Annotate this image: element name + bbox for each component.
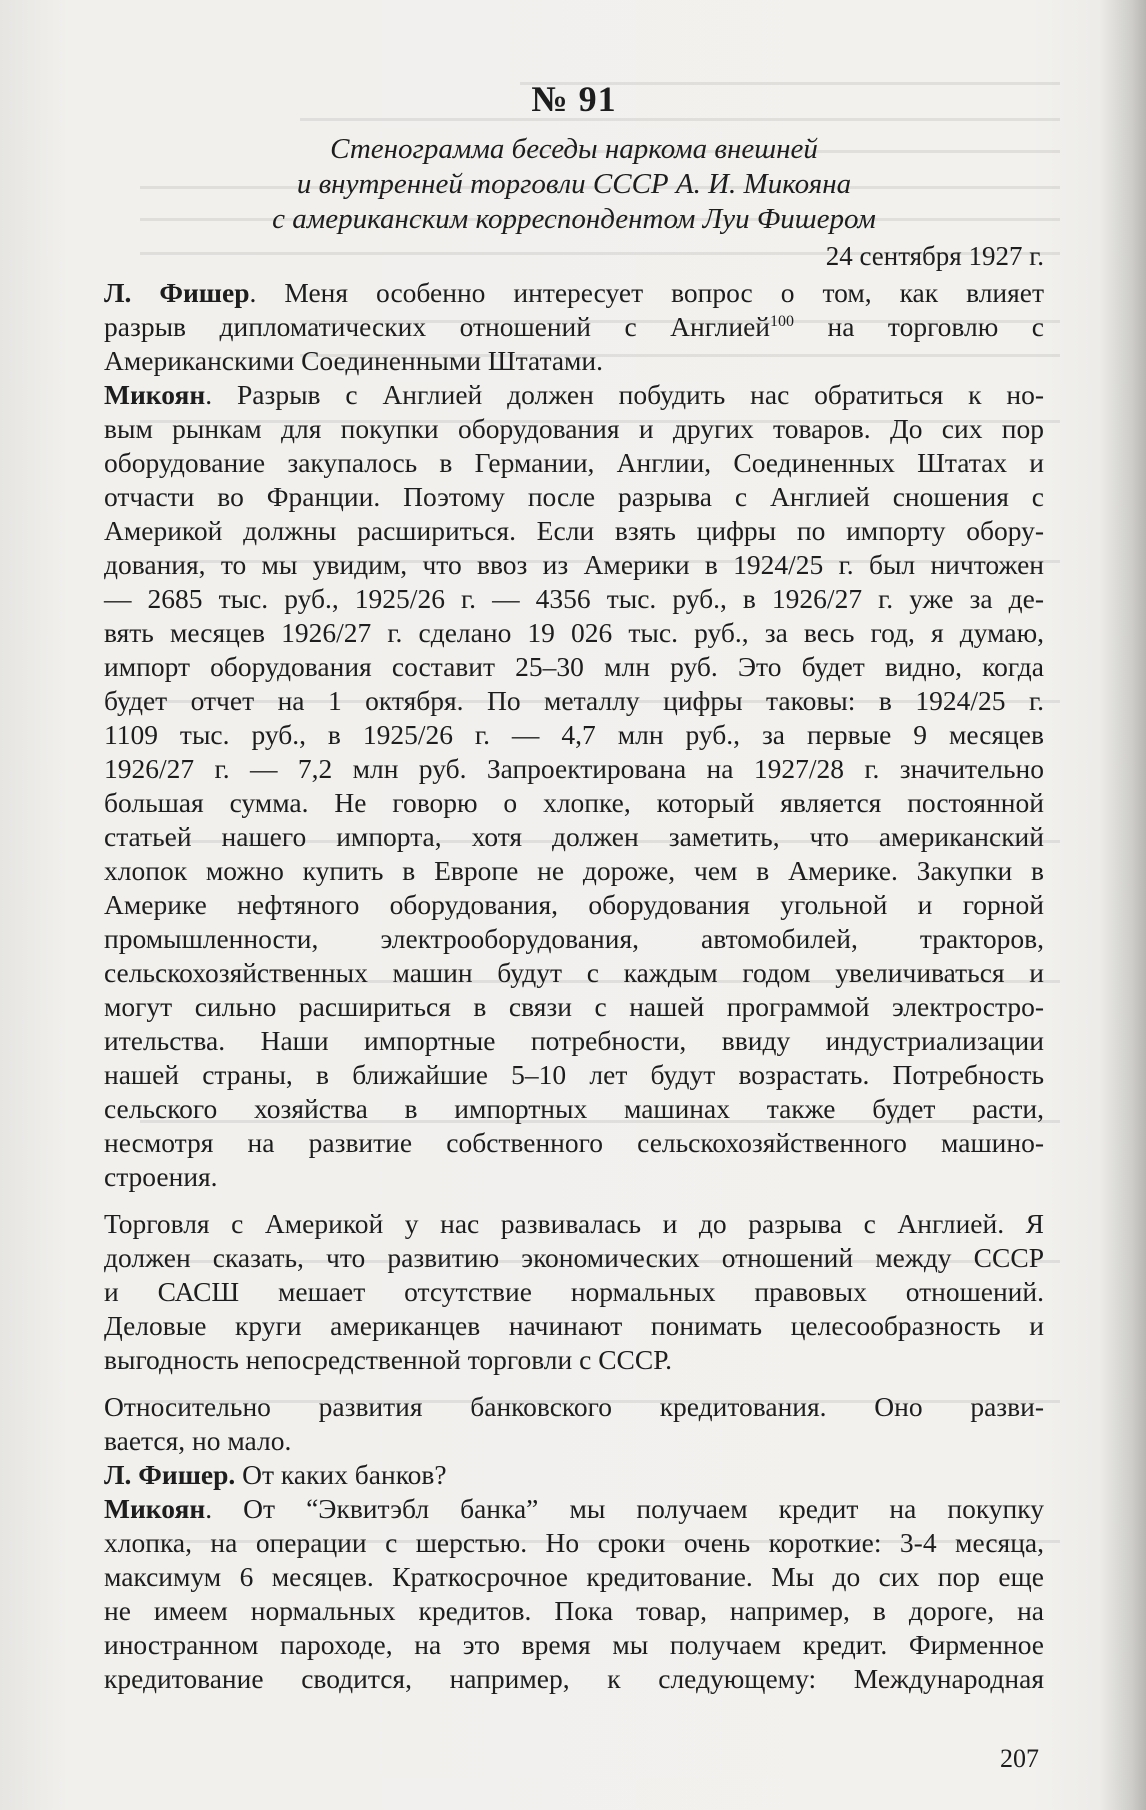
paragraph-line: Деловые круги американцев начинают понимать целесообразность и <box>104 1310 1044 1341</box>
document-title <box>104 132 1044 237</box>
title-line: Стенограмма беседы наркома внешней <box>330 133 818 165</box>
paragraph-line: Америкой должны расшириться. Если взять цифры по импорту обору- <box>104 515 1044 546</box>
paragraph-line: импорт оборудования составит 25–30 млн руб. Это будет видно, когда <box>104 651 1044 682</box>
paragraph-trade-america <box>104 1207 1044 1377</box>
title-line: и внутренней торговли СССР А. И. Микояна <box>296 168 852 200</box>
paragraph-line: Американскими Соединенными Штатами. <box>104 345 604 376</box>
paragraph-line: не имеем нормальных кредитов. Пока товар, например, в дороге, на <box>104 1595 1044 1626</box>
paragraph-line: сельского хозяйства в импортных машинах также будет расти, <box>104 1093 1044 1124</box>
paragraph-line: . От “Эквитэбл банка” мы получаем кредит на покупку <box>205 1493 1044 1524</box>
title-line: с американским корреспондентом Луи Фишером <box>272 203 876 235</box>
paragraph-line: отчасти во Франции. Поэтому после разрыва с Англией сношения с <box>104 481 1044 512</box>
paragraph-line: Америке нефтяного оборудования, оборудования угольной и горной <box>104 889 1044 920</box>
paragraph-mikoyan-banks <box>104 1492 1044 1696</box>
document-body <box>104 70 1044 1696</box>
paragraph-line: большая сумма. Не говорю о хлопке, который является постоянной <box>104 787 1044 818</box>
paragraph-line: От каких банков? <box>235 1459 447 1490</box>
document-number: № 91 <box>531 79 617 119</box>
paragraph-line: будет отчет на 1 октября. По металлу цифры таковы: в 1924/25 г. <box>104 685 1044 716</box>
paragraph-line: разрыв дипломатических отношений с Англией <box>104 311 770 342</box>
paragraph-line: хлопка, на операции с шерстью. Но сроки очень короткие: 3-4 месяца, <box>104 1527 1044 1558</box>
speaker-name: Микоян <box>104 379 206 410</box>
paragraph-line: . Разрыв с Англией должен побудить нас обратиться к но- <box>205 379 1044 410</box>
paragraph-line: Торговля с Америкой у нас развивалась и до разрыва с Англией. Я <box>104 1208 1044 1239</box>
paragraph-line: на торговлю с <box>827 311 1044 342</box>
paragraph-line: максимум 6 месяцев. Краткосрочное кредитование. Мы до сих пор еще <box>104 1561 1044 1592</box>
paragraph-line: вается, но мало. <box>104 1425 292 1456</box>
paragraph-line: должен сказать, что развитию экономических отношений между СССР <box>104 1242 1044 1273</box>
document-date: 24 сентября 1927 г. <box>825 241 1044 271</box>
paragraph-line: . Меня особенно интересует вопрос о том, как влияет <box>249 277 1045 308</box>
paragraph-line: иностранном пароходе, на это время мы получаем кредит. Фирменное <box>104 1629 1044 1660</box>
paragraph-line: — 2685 тыс. руб., 1925/26 г. — 4356 тыс. руб., в 1926/27 г. уже за де- <box>104 583 1044 614</box>
footnote-reference: 100 <box>770 313 794 330</box>
paragraph-line: вым рынкам для покупки оборудования и других товаров. До сих пор <box>104 413 1044 444</box>
speaker-name: Л. Фишер. <box>104 1459 236 1490</box>
paragraph-line: вять месяцев 1926/27 г. сделано 19 026 тыс. руб., за весь год, я думаю, <box>104 617 1044 648</box>
paragraph-line: строения. <box>104 1161 218 1192</box>
paragraph-line: кредитование сводится, например, к следующему: Международная <box>104 1663 1044 1694</box>
paragraph-line: оборудование закупалось в Германии, Англии, Соединенных Штатах и <box>104 447 1044 478</box>
speaker-name: Микоян <box>104 1493 206 1524</box>
paragraph-line: дования, то мы увидим, что ввоз из Америки в 1924/25 г. был ничтожен <box>104 549 1044 580</box>
paragraph-line: выгодность непосредственной торговли с СССР. <box>104 1344 672 1375</box>
page-number: 207 <box>1000 1744 1039 1773</box>
speaker-name: Л. Фишер <box>104 277 250 308</box>
page-spine-shadow <box>1100 0 1146 1810</box>
paragraph-bank-credit <box>104 1390 1044 1458</box>
paragraph-fisher-banks <box>104 1458 1044 1492</box>
paragraph-line: 1926/27 г. — 7,2 млн руб. Запроектирована на 1927/28 г. значительно <box>104 753 1044 784</box>
paragraph-line: несмотря на развитие собственного сельскохозяйственного машино- <box>104 1127 1044 1158</box>
paragraph-line: Относительно развития банковского кредитования. Оно разви- <box>104 1391 1044 1422</box>
paragraph-mikoyan-answer <box>104 378 1044 1194</box>
paragraph-line: 1109 тыс. руб., в 1925/26 г. — 4,7 млн руб., за первые 9 месяцев <box>104 719 1044 750</box>
paragraph-line: хлопок можно купить в Европе не дороже, чем в Америке. Закупки в <box>104 855 1044 886</box>
paragraph-line: промышленности, электрооборудования, автомобилей, тракторов, <box>104 923 1044 954</box>
paragraph-line: статьей нашего импорта, хотя должен заметить, что американский <box>104 821 1044 852</box>
paragraph-line: и САСШ мешает отсутствие нормальных правовых отношений. <box>104 1276 1044 1307</box>
paragraph-line: сельскохозяйственных машин будут с каждым годом увеличиваться и <box>104 957 1044 988</box>
paragraph-fisher-question <box>104 276 1044 378</box>
paragraph-line: ительства. Наши импортные потребности, ввиду индустриализации <box>104 1025 1044 1056</box>
paragraph-line: нашей страны, в ближайшие 5–10 лет будут возрастать. Потребность <box>104 1059 1044 1090</box>
paragraph-line: могут сильно расшириться в связи с нашей программой электростро- <box>104 991 1044 1022</box>
